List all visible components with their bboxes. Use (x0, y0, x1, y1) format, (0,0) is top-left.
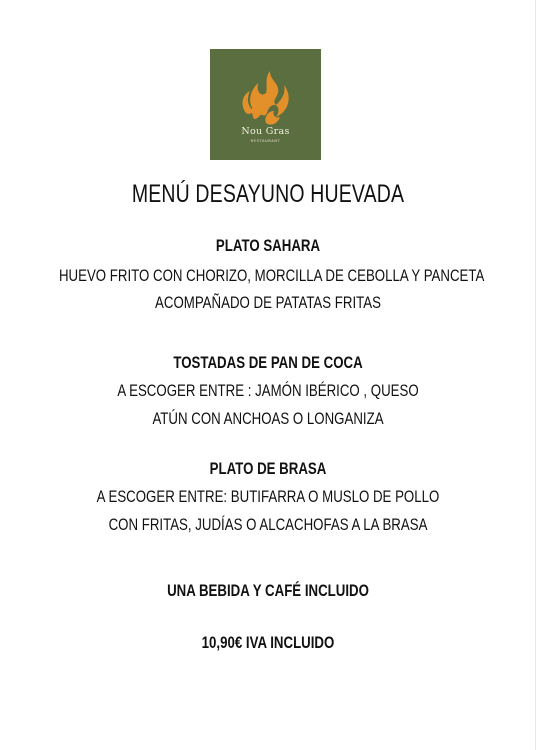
section-line: CON FRITAS, JUDÍAS O ALCACHOFAS A LA BRASA (108, 515, 428, 534)
logo-subtitle: RESTAURANT (250, 139, 281, 143)
section-heading-row (0, 458, 536, 480)
section-line: A ESCOGER ENTRE : JAMÓN IBÉRICO , QUESO (117, 381, 419, 400)
section-heading-row (0, 352, 536, 374)
restaurant-logo (210, 49, 321, 160)
section-line: ATÚN CON ANCHOAS O LONGANIZA (152, 409, 384, 428)
section-line-row (0, 486, 536, 508)
section-line-row (0, 514, 536, 536)
section-heading: PLATO SAHARA (215, 236, 321, 255)
drink-row (0, 580, 536, 602)
section-line: ACOMPAÑADO DE PATATAS FRITAS (155, 293, 381, 312)
section-heading: PLATO DE BRASA (209, 459, 327, 478)
flame-icon (210, 49, 321, 160)
section-line-row (0, 380, 536, 402)
logo-wordmark: Nou Gras (241, 126, 290, 137)
price-row (0, 632, 536, 654)
section-line: HUEVO FRITO CON CHORIZO, MORCILLA DE CEBOLLA Y PANCETA (58, 266, 485, 285)
section-line-row (0, 265, 536, 287)
section-heading: TOSTADAS DE PAN DE COCA (173, 353, 363, 372)
menu-price: 10,90€ IVA INCLUIDO (201, 633, 335, 652)
section-line-row (0, 292, 536, 314)
menu-title: MENÚ DESAYUNO HUEVADA (131, 180, 405, 208)
drink-included: UNA BEBIDA Y CAFÉ INCLUIDO (167, 581, 369, 600)
section-heading-row (0, 235, 536, 257)
section-line: A ESCOGER ENTRE: BUTIFARRA O MUSLO DE POLLO (96, 487, 440, 506)
section-line-row (0, 408, 536, 430)
menu-title-row (0, 179, 536, 209)
